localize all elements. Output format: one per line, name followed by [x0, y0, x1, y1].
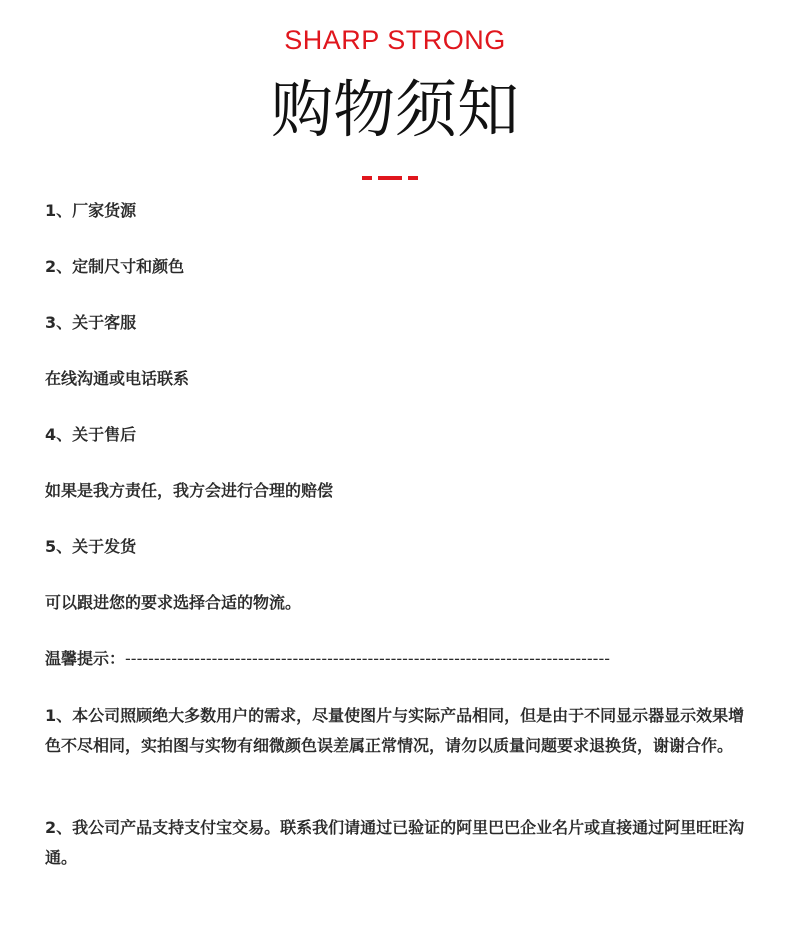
- divider-segment-right: [408, 176, 418, 180]
- tips-paragraph-display: 1、本公司照顾绝大多数用户的需求，尽量使图片与实际产品相同，但是由于不同显示器显示效果增色不尽相同，实拍图与实物有细微颜色误差属正常情况，请勿以质量问题要求退换货，谢谢合作。: [45, 706, 745, 755]
- item-shipping-detail: 可以跟进您的要求选择合适的物流。: [45, 593, 302, 612]
- tips-paragraph-payment: 2、我公司产品支持支付宝交易。联系我们请通过已验证的阿里巴巴企业名片或直接通过阿里旺旺沟通。: [45, 818, 745, 867]
- divider-segment-middle: [378, 176, 402, 180]
- item-factory-source: 1、厂家货源: [45, 201, 137, 220]
- item-custom-size-color: 2、定制尺寸和颜色: [45, 257, 185, 276]
- tips-label: 温馨提示：: [45, 649, 126, 668]
- title-divider: [362, 176, 418, 180]
- item-customer-service: 3、关于客服: [45, 313, 137, 332]
- page-title: 购物须知: [270, 73, 519, 146]
- item-after-sales-detail: 如果是我方责任，我方会进行合理的赔偿: [45, 481, 334, 500]
- divider-segment-left: [362, 176, 372, 180]
- tips-dashes: ------------------------------------------------------------------------------------: [125, 649, 610, 668]
- item-customer-service-detail: 在线沟通或电话联系: [45, 369, 190, 388]
- brand-name: SHARP STRONG: [284, 25, 506, 55]
- item-after-sales: 4、关于售后: [45, 425, 137, 444]
- item-shipping: 5、关于发货: [45, 537, 137, 556]
- tips-line: [45, 645, 610, 673]
